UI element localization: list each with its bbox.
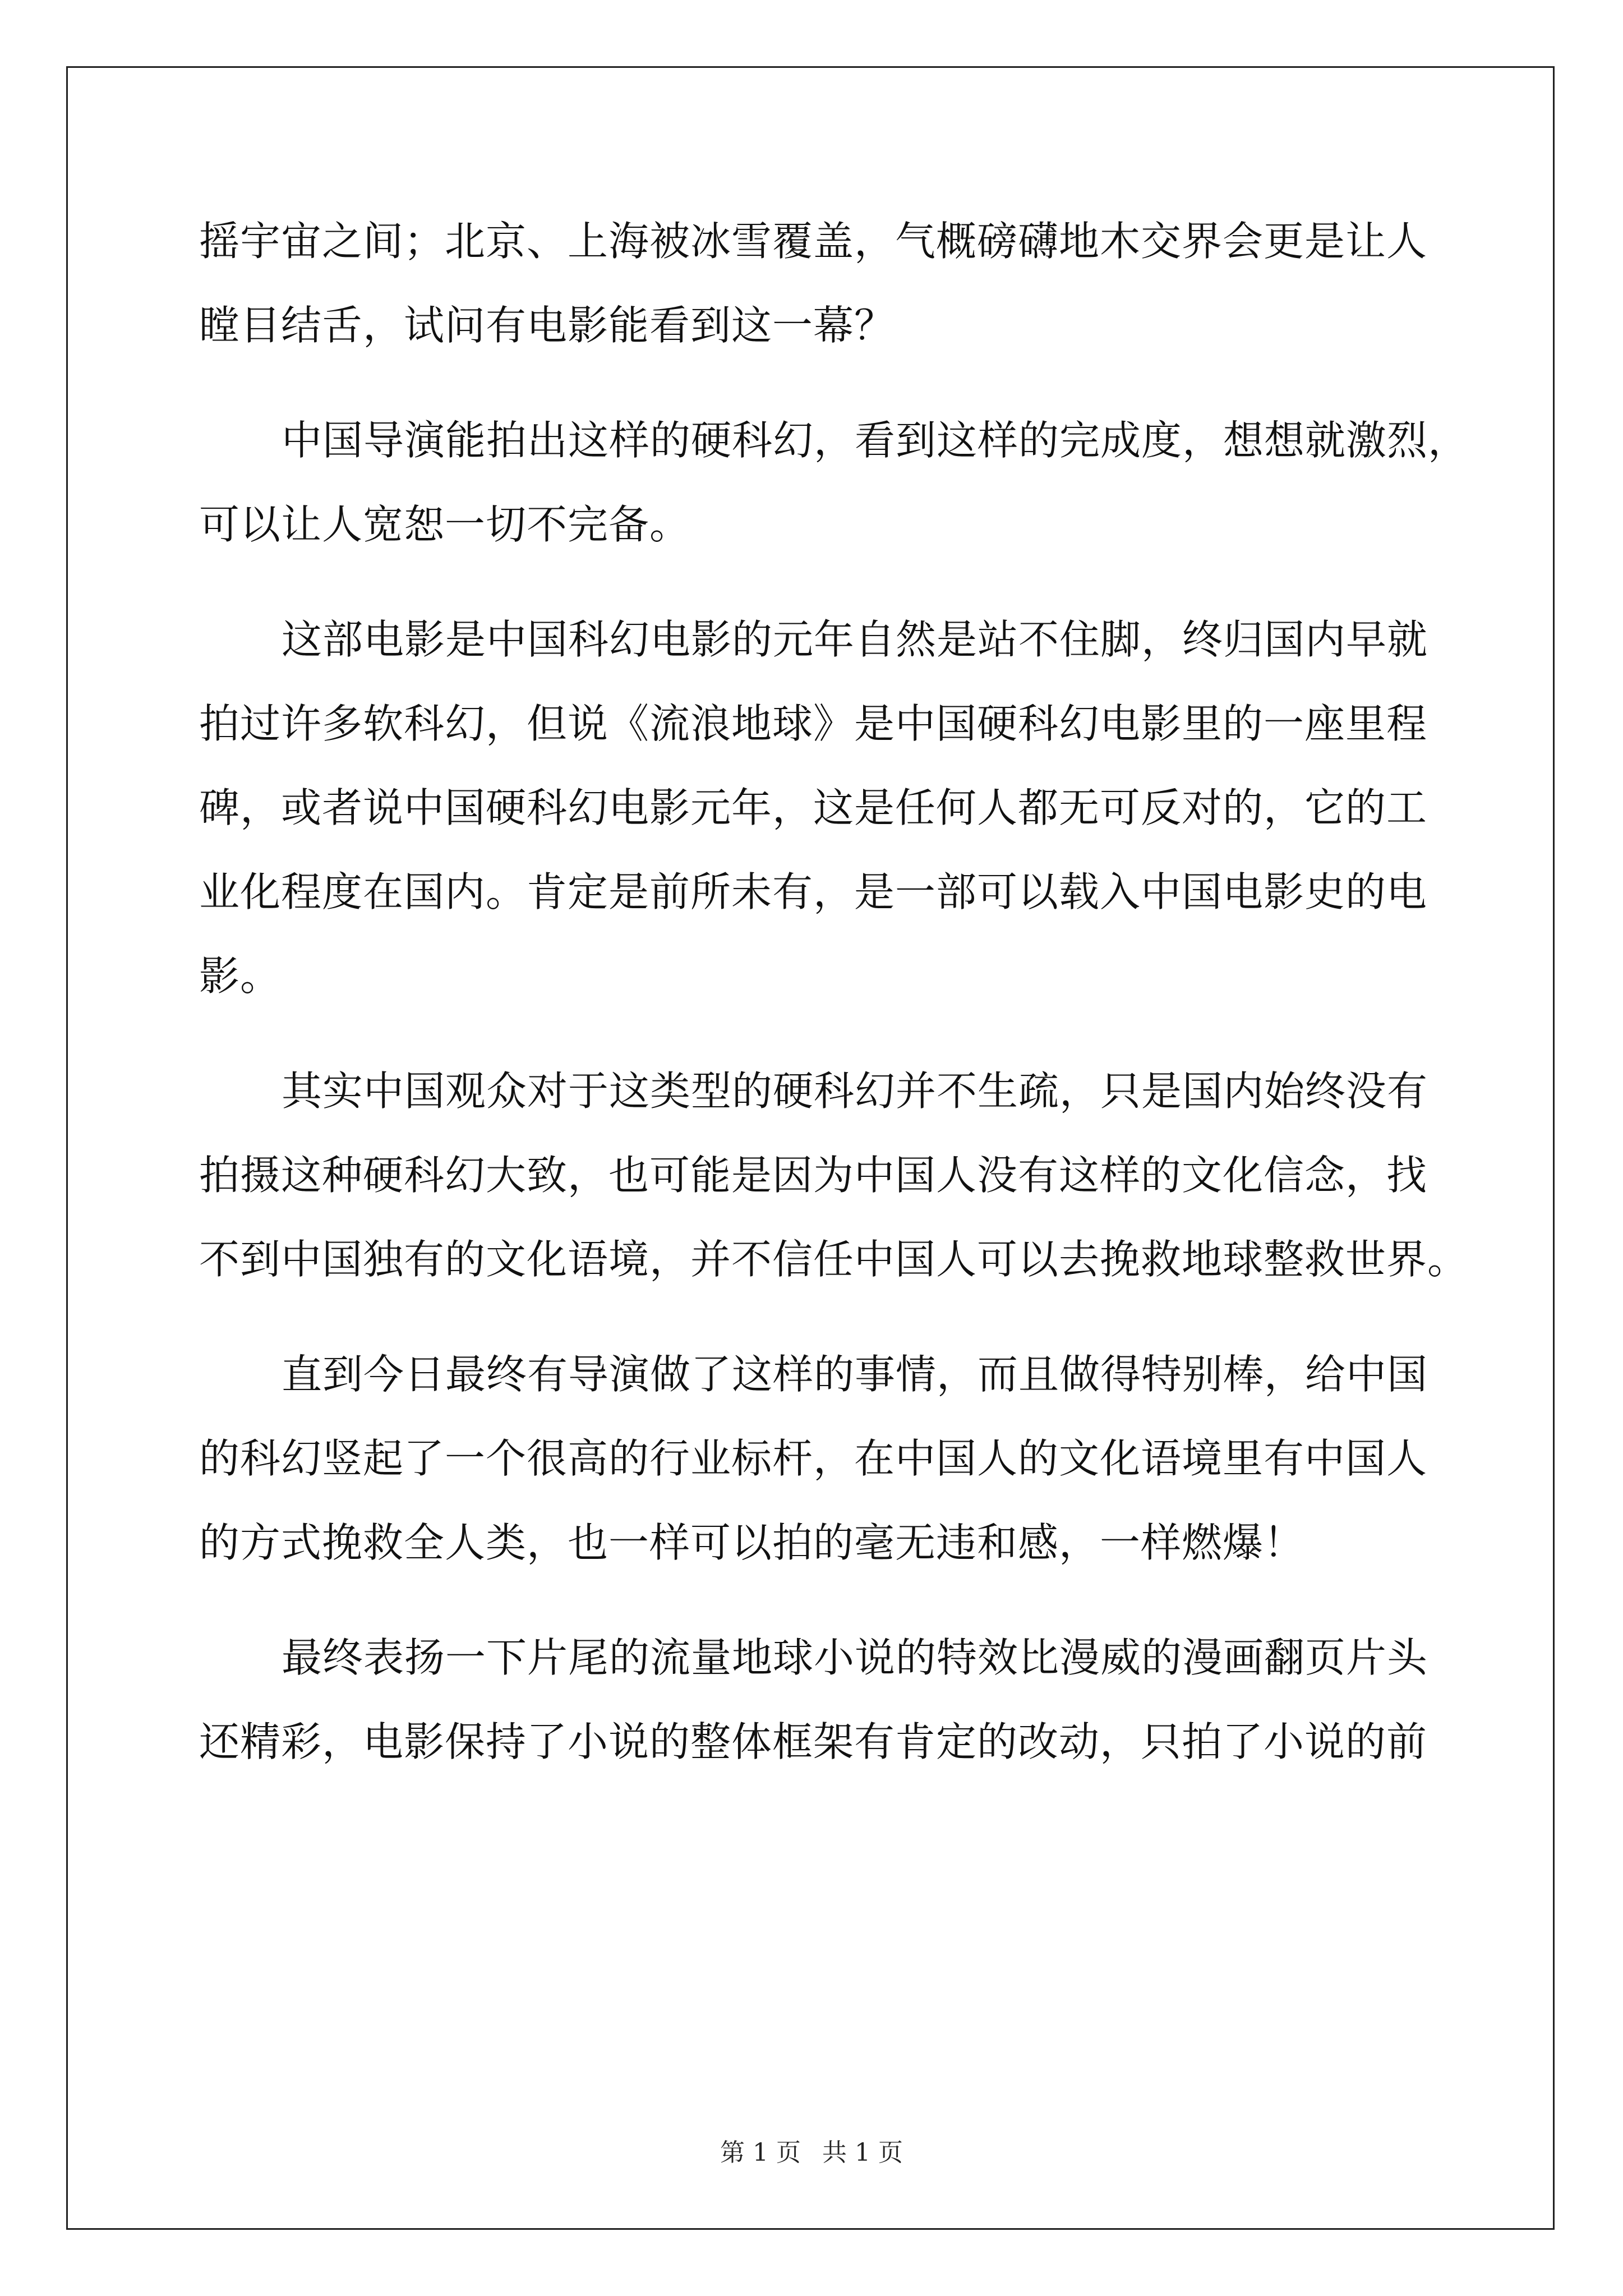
- text-line: 不到中国独有的文化语境，并不信任中国人可以去挽救地球整救世界。: [199, 1236, 1469, 1283]
- text-line: 可以让人宽恕一切不完备。: [199, 501, 691, 548]
- paragraph-first-line: 直到今日最终有导演做了这样的事情，而且做得特别棒，给中国: [282, 1351, 1428, 1398]
- page-number-total: 共 1 页: [822, 2138, 903, 2167]
- text-line: 还精彩，电影保持了小说的整体框架有肯定的改动，只拍了小说的前: [199, 1718, 1428, 1765]
- paragraph-first-line: 这部电影是中国科幻电影的元年自然是站不住脚，终归国内早就: [282, 616, 1428, 663]
- paragraph-first-line: 其实中国观众对于这类型的硬科幻并不生疏，只是国内始终没有: [282, 1068, 1428, 1115]
- page-number-current: 第 1 页: [720, 2138, 801, 2167]
- text-line: 业化程度在国内。肯定是前所未有，是一部可以载入中国电影史的电: [199, 868, 1428, 915]
- text-line: 瞠目结舌，试问有电影能看到这一幕？: [199, 302, 896, 349]
- text-line: 拍摄这种硬科幻大致，也可能是因为中国人没有这样的文化信念，找: [199, 1152, 1428, 1199]
- text-line: 拍过许多软科幻，但说《流浪地球》是中国硬科幻电影里的一座里程: [199, 700, 1428, 747]
- paragraph-first-line: 中国导演能拍出这样的硬科幻，看到这样的完成度，想想就激烈，: [282, 417, 1469, 464]
- paragraph-first-line: 最终表扬一下片尾的流量地球小说的特效比漫威的漫画翻页片头: [282, 1634, 1428, 1681]
- page-footer: [0, 2136, 1623, 2170]
- text-line: 碑，或者说中国硬科幻电影元年，这是任何人都无可反对的，它的工: [199, 784, 1428, 831]
- text-line: 的科幻竖起了一个很高的行业标杆，在中国人的文化语境里有中国人: [199, 1435, 1428, 1482]
- text-line: 的方式挽救全人类，也一样可以拍的毫无违和感，一样燃爆！: [199, 1519, 1305, 1566]
- text-line: 影。: [199, 953, 282, 1000]
- text-line: 摇宇宙之间；北京、上海被冰雪覆盖，气概磅礴地木交界会更是让人: [199, 218, 1428, 265]
